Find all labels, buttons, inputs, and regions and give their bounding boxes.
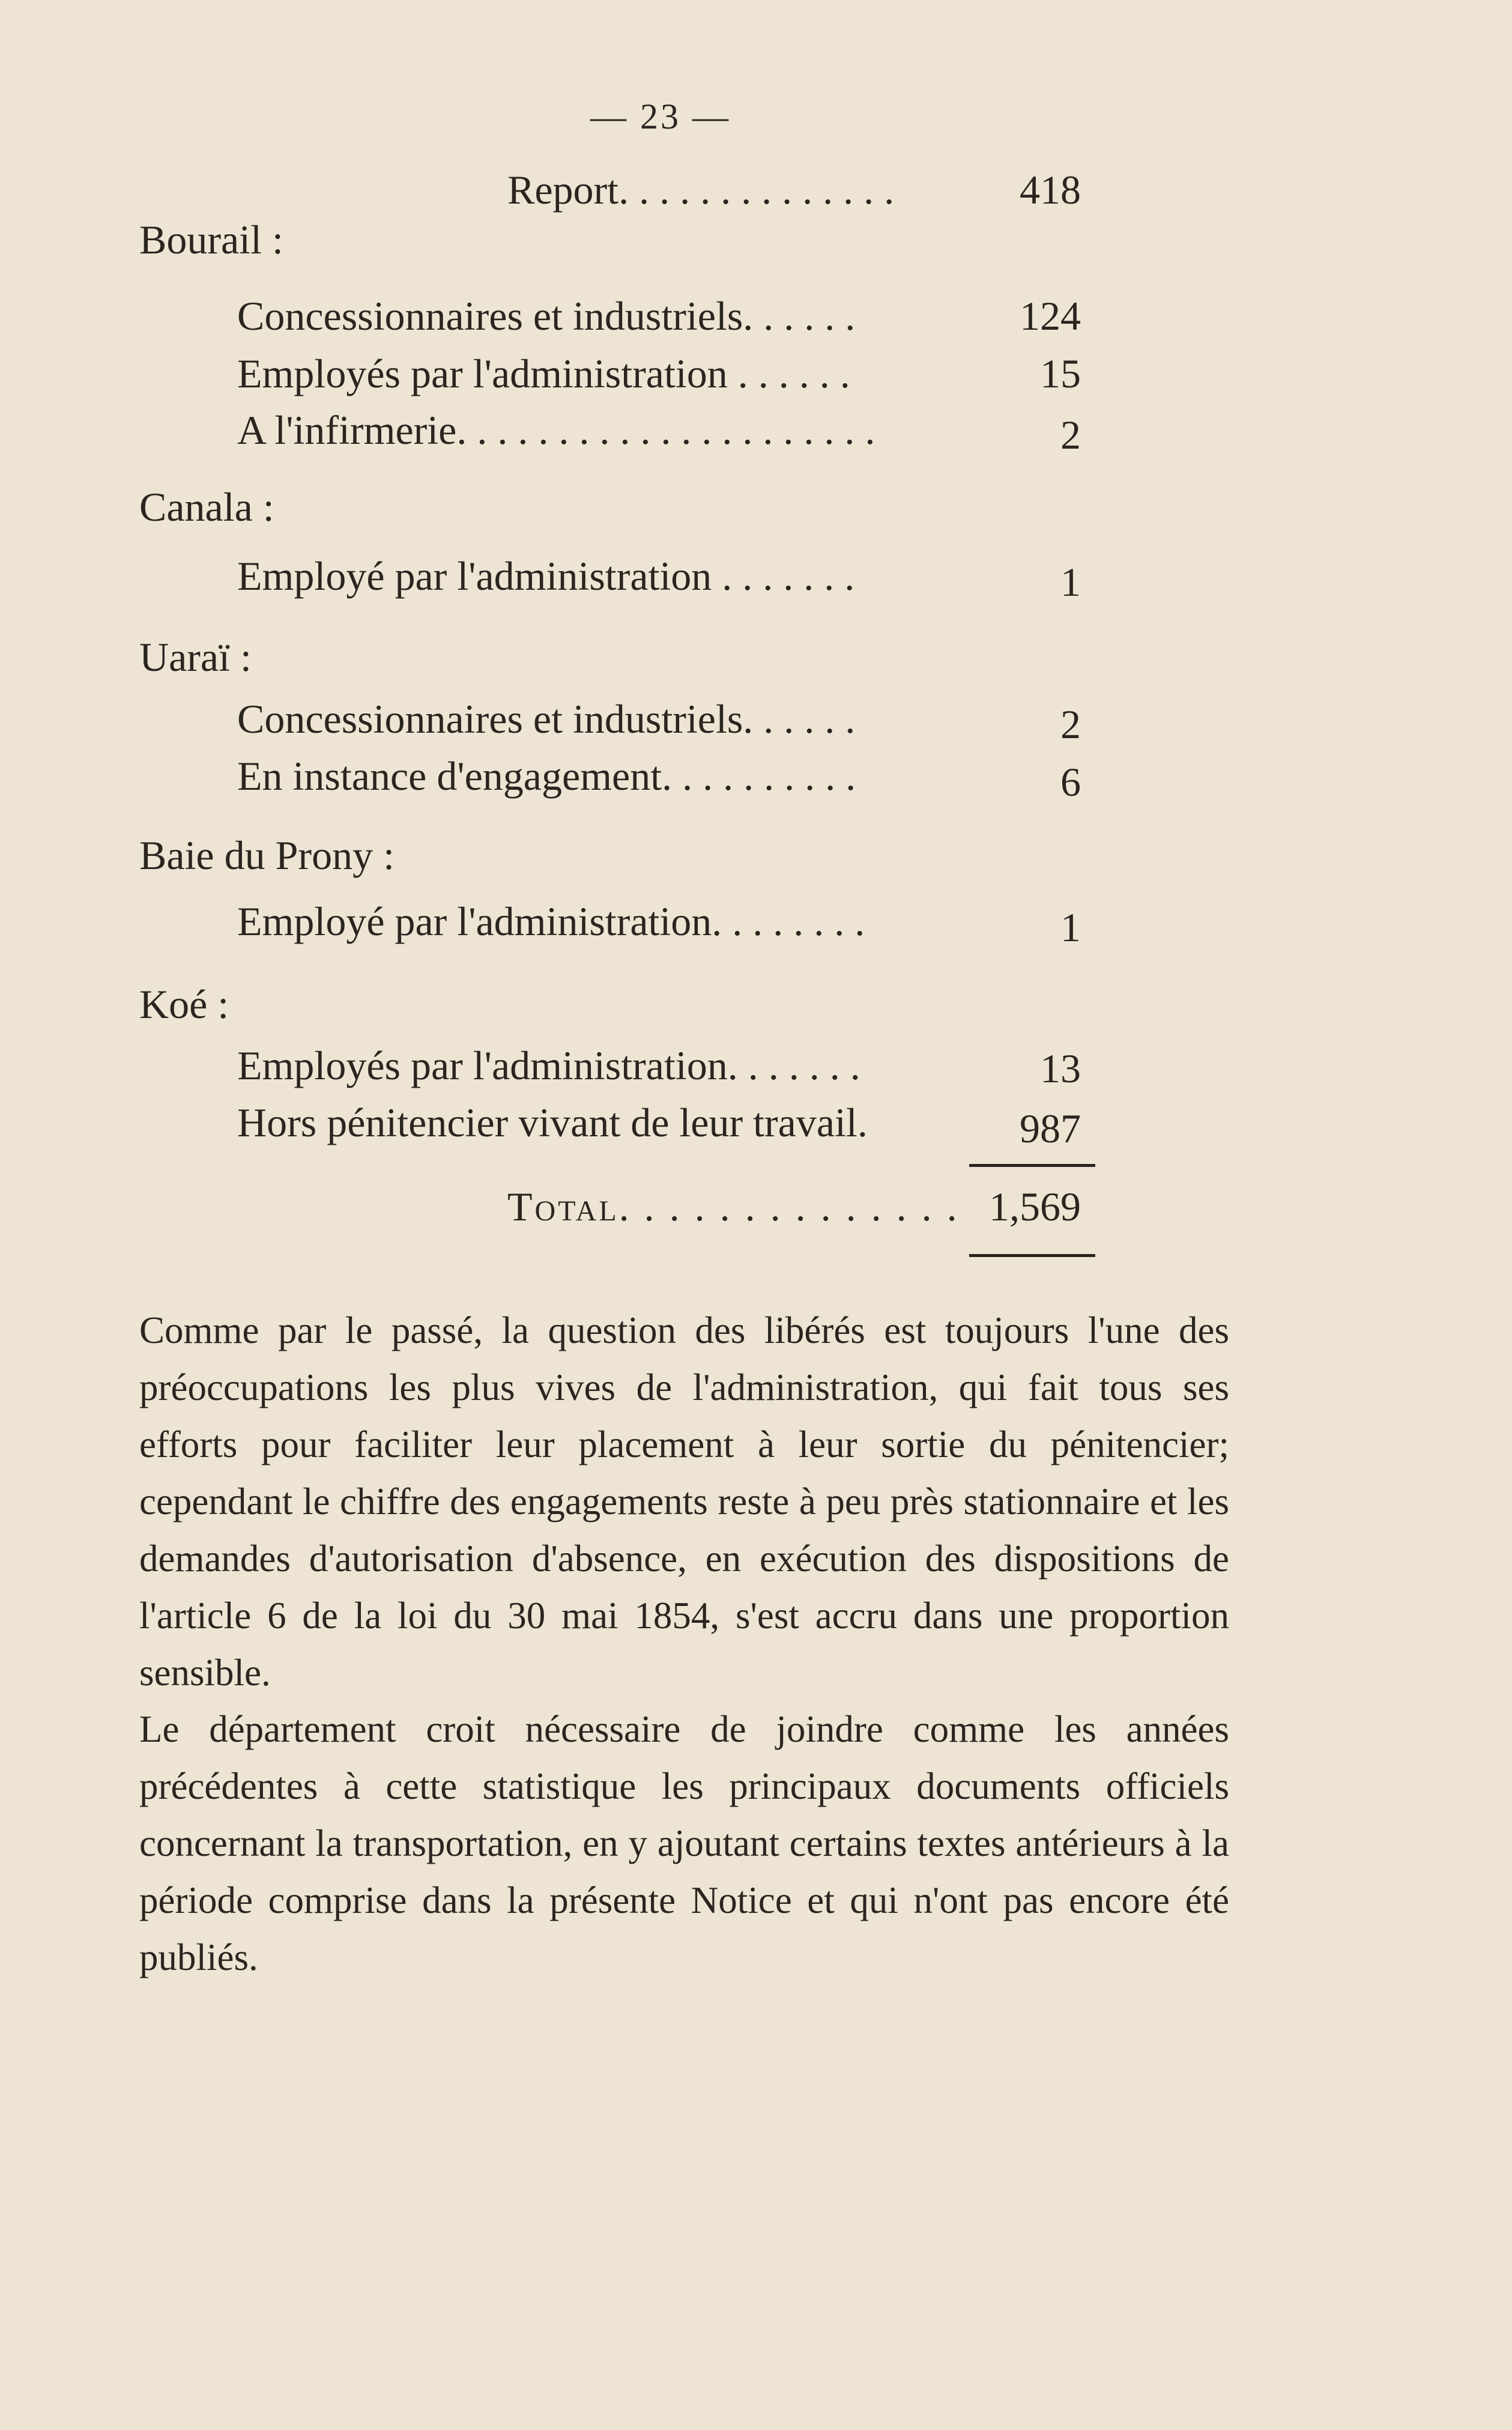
body-paragraph: Comme par le passé, la question des libérés est toujours l'une des préoccupations les plus vives de l'administration, qui fait tous ses efforts pour faciliter leur placement à leur sortie du pénitencier; cependant le chiffre des engagements reste à peu près stationnaire et les demandes d'autorisation d'absence, en exécution des dispositions de l'article 6 de la loi du 30 mai 1854, s'est accru dans une proportion sensible.: [139, 1309, 1229, 1694]
section-title-baie-du-prony: Baie du Prony :: [139, 832, 395, 878]
row-label: Hors pénitencier vivant de leur travail.: [237, 1100, 868, 1145]
row-value: 987: [1020, 1106, 1081, 1151]
total-value: 1,569: [989, 1184, 1081, 1229]
section-title-canala: Canala :: [139, 484, 274, 530]
total-rule: [969, 1254, 1095, 1257]
row-value: 6: [1060, 759, 1081, 805]
row-label: Concessionnaires et industriels. . . . . .: [237, 293, 856, 339]
row-value: 15: [1040, 351, 1081, 396]
section-title-uarai: Uaraï :: [139, 634, 252, 680]
row-label: Employés par l'administration. . . . . . .: [237, 1043, 860, 1088]
section-title-bourail: Bourail :: [139, 217, 283, 262]
row-label: En instance d'engagement. . . . . . . . . .: [237, 753, 856, 799]
report-value: 418: [1020, 167, 1081, 213]
row-label: Concessionnaires et industriels. . . . . .: [237, 696, 856, 742]
row-label: Employé par l'administration . . . . . . .: [237, 553, 855, 599]
row-value: 2: [1060, 701, 1081, 747]
sum-rule: [969, 1164, 1095, 1167]
row-label: A l'infirmerie. . . . . . . . . . . . . . . . . . . . .: [237, 407, 875, 453]
row-value: 13: [1040, 1046, 1081, 1091]
row-value: 2: [1060, 412, 1081, 458]
body-paragraph: Le département croit nécessaire de joindre comme les années précédentes à cette statistique les principaux documents officiels concernant la transportation, en y ajoutant certains textes antérieurs à la période comprise dans la présente Notice et qui n'ont pas encore été publiés.: [139, 1708, 1229, 1978]
row-value: 1: [1060, 904, 1081, 950]
row-value: 124: [1020, 293, 1081, 339]
row-value: 1: [1060, 559, 1081, 605]
page-number: — 23 —: [590, 97, 731, 136]
row-label: Employés par l'administration . . . . . .: [237, 351, 850, 396]
section-title-koe: Koé :: [139, 981, 229, 1027]
total-label: Total. . . . . . . . . . . . . .: [507, 1184, 960, 1229]
row-label: Employé par l'administration. . . . . . . .: [237, 898, 865, 944]
report-label: Report. . . . . . . . . . . . . .: [507, 167, 895, 213]
